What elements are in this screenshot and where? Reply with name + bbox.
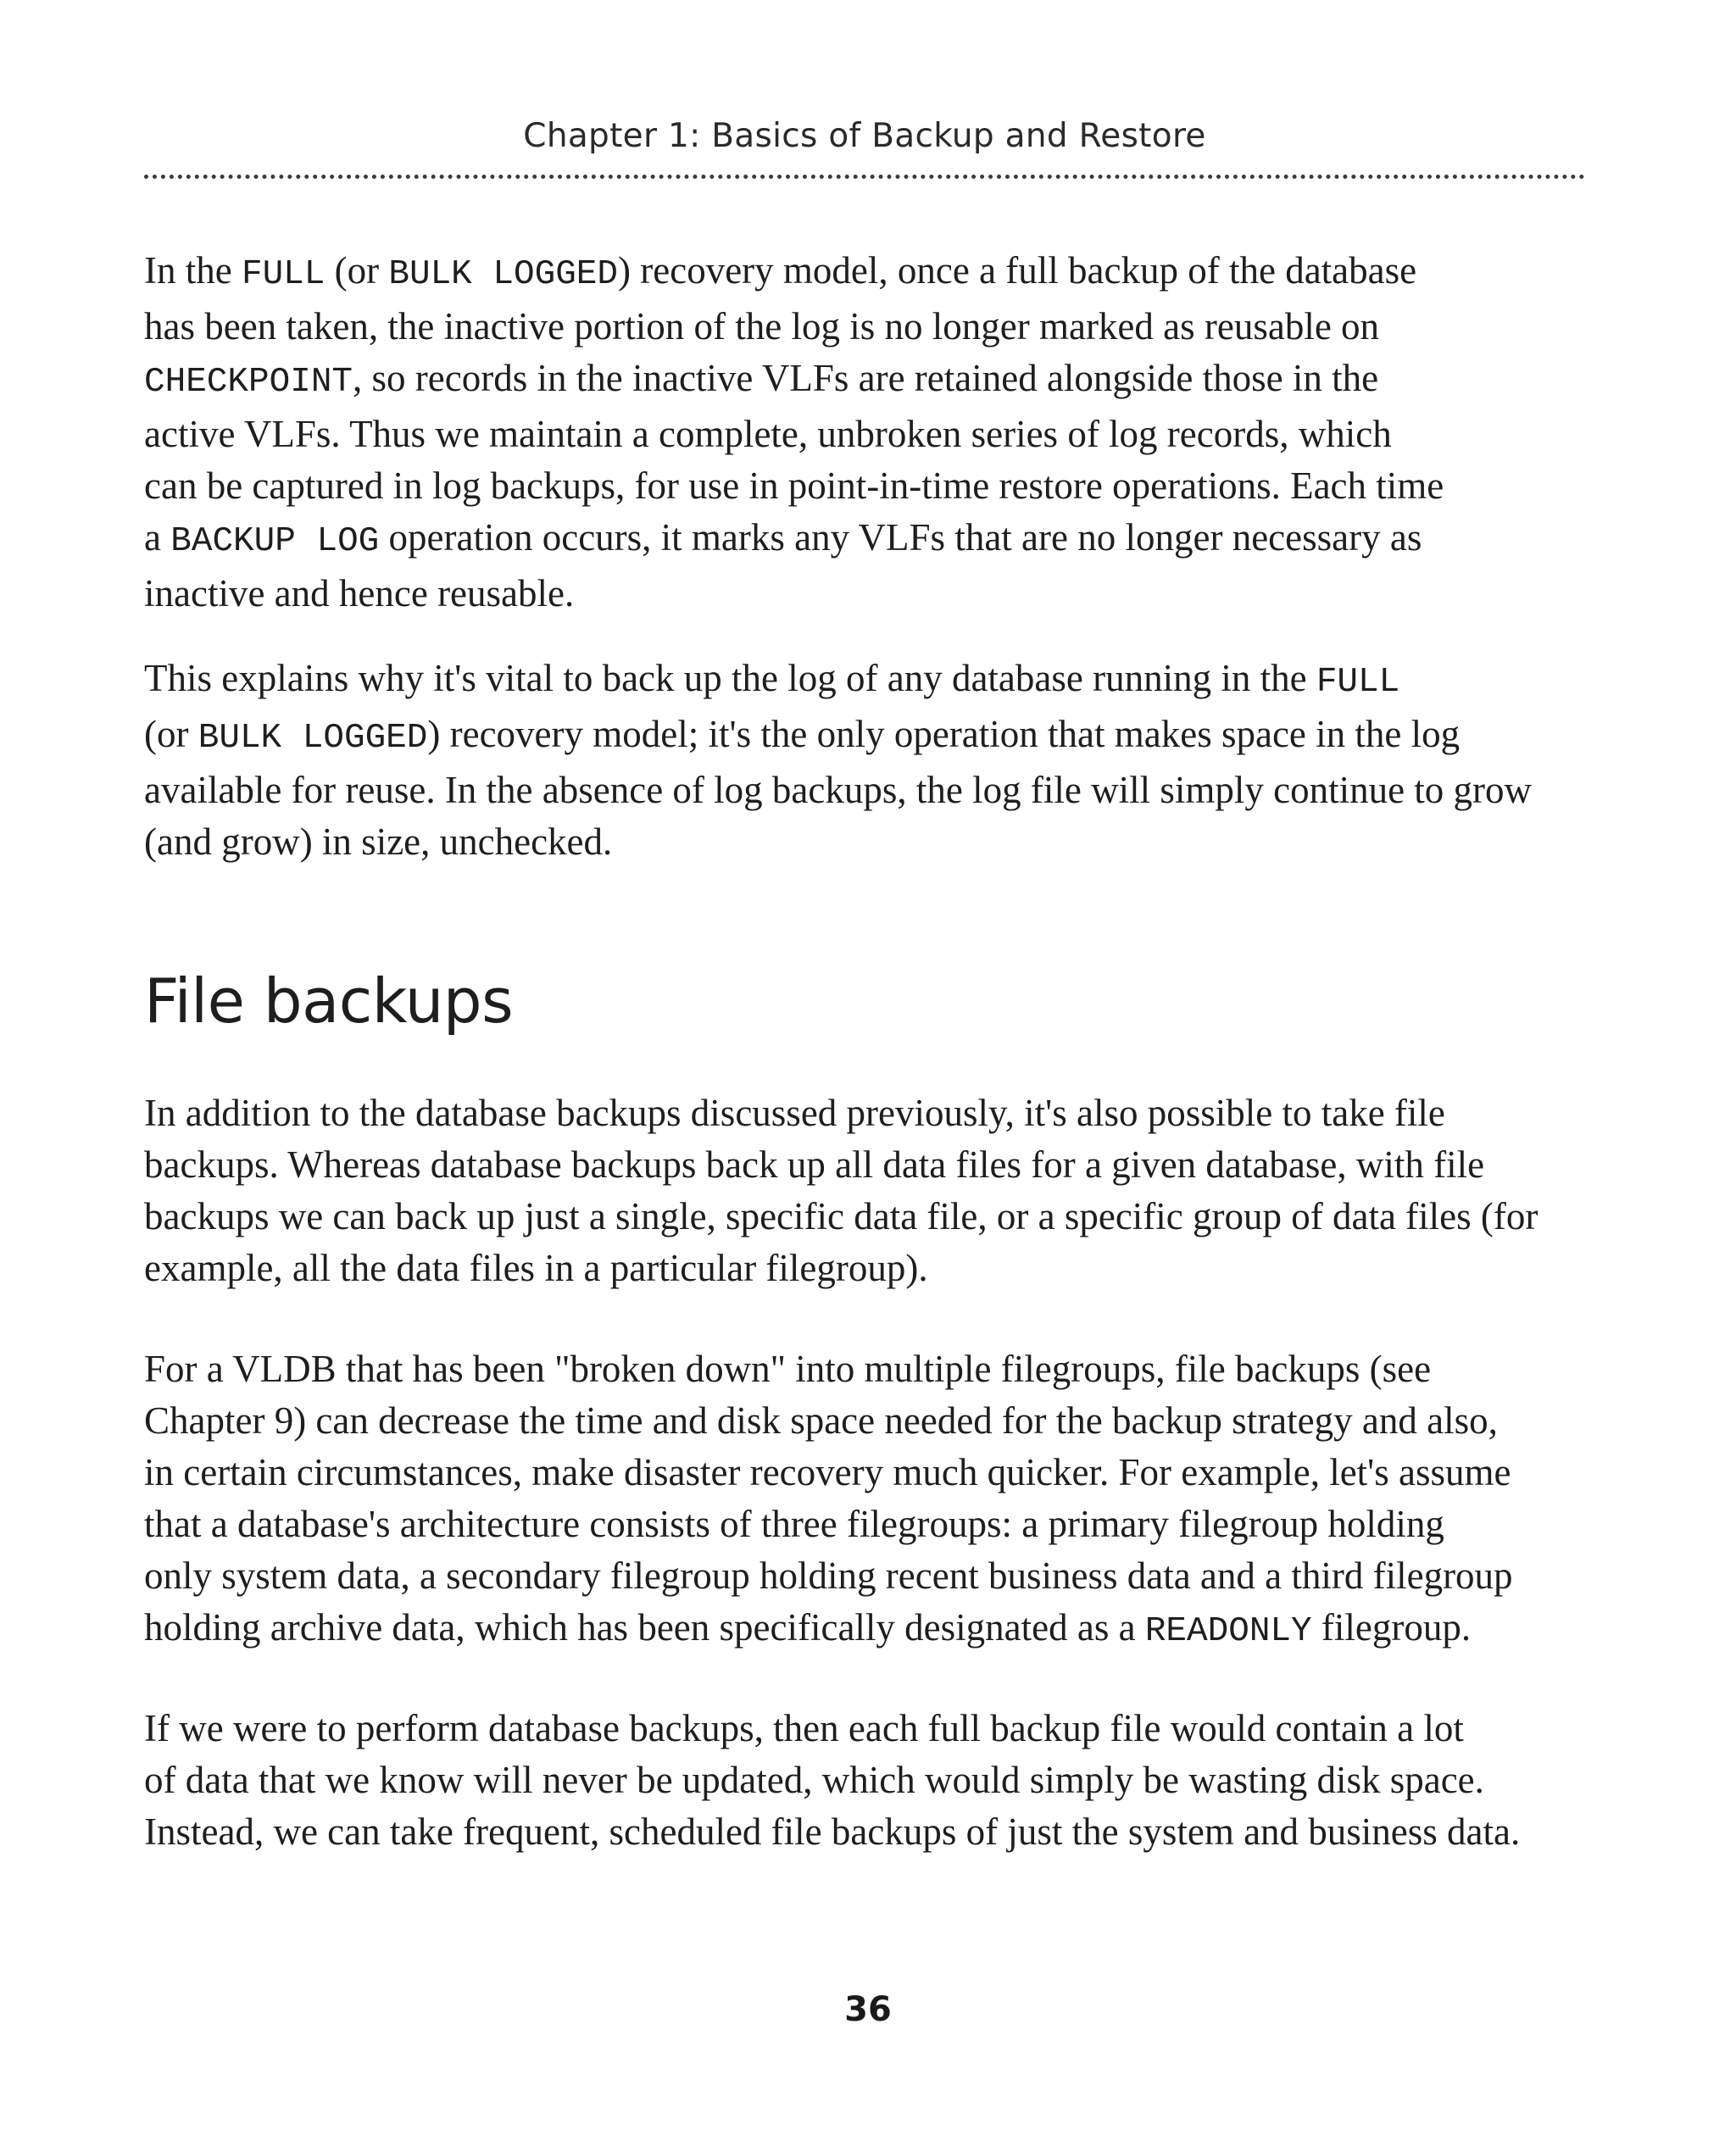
- text-line: (and grow) in size, unchecked.: [144, 820, 613, 863]
- text-line: inactive and hence reusable.: [144, 572, 575, 614]
- text-line: active VLFs. Thus we maintain a complete, unbroken series of log records, which: [144, 413, 1392, 455]
- text-line: This explains why it's vital to back up the log of any database running in the FULL: [144, 657, 1400, 702]
- code-backup-log: BACKUP LOG: [170, 522, 380, 561]
- text-line: has been taken, the inactive portion of the log is no longer marked as reusable on: [144, 305, 1380, 348]
- paragraph-recovery-model: [144, 245, 1602, 620]
- text-line: backups. Whereas database backups back up all data files for a given database, with file: [144, 1143, 1485, 1186]
- text-line: holding archive data, which has been specifically designated as a READONLY filegroup.: [144, 1606, 1472, 1651]
- header-divider: [144, 175, 1585, 179]
- code-checkpoint: CHECKPOINT: [144, 363, 353, 402]
- text-line: in certain circumstances, make disaster recovery much quicker. For example, let's assume: [144, 1451, 1511, 1493]
- text-line: Instead, we can take frequent, scheduled file backups of just the system and business data.: [144, 1810, 1521, 1853]
- paragraph-file-backups-intro: [144, 1087, 1602, 1294]
- text-line: backups we can back up just a single, specific data file, or a specific group of data files (for: [144, 1195, 1538, 1237]
- text-line: Chapter 9) can decrease the time and disk space needed for the backup strategy and also,: [144, 1399, 1498, 1442]
- text-line: only system data, a secondary filegroup holding recent business data and a third filegroup: [144, 1554, 1513, 1597]
- text-line: example, all the data files in a particular filegroup).: [144, 1247, 928, 1289]
- paragraph-file-backup-benefit: [144, 1703, 1602, 1858]
- text-line: CHECKPOINT, so records in the inactive VLFs are retained alongside those in the: [144, 357, 1379, 402]
- text-line: can be captured in log backups, for use in point-in-time restore operations. Each time: [144, 464, 1444, 507]
- text-line: that a database's architecture consists of three filegroups: a primary filegroup holding: [144, 1503, 1444, 1545]
- text-line: In the FULL (or BULK LOGGED) recovery model, once a full backup of the database: [144, 249, 1417, 294]
- text-line: (or BULK LOGGED) recovery model; it's the only operation that makes space in the log: [144, 713, 1461, 758]
- code-bulk-logged: BULK LOGGED: [198, 719, 428, 758]
- code-bulk-logged: BULK LOGGED: [388, 255, 619, 294]
- running-header: Chapter 1: Basics of Backup and Restore: [523, 117, 1206, 155]
- text-line: If we were to perform database backups, then each full backup file would contain a lot: [144, 1707, 1464, 1749]
- code-readonly: READONLY: [1144, 1612, 1312, 1651]
- paragraph-log-backup-importance: [144, 653, 1602, 868]
- text-line: a BACKUP LOG operation occurs, it marks any VLFs that are no longer necessary as: [144, 516, 1422, 561]
- paragraph-vldb-example: [144, 1343, 1602, 1658]
- text-line: For a VLDB that has been "broken down" into multiple filegroups, file backups (see: [144, 1348, 1432, 1390]
- text-line: available for reuse. In the absence of log backups, the log file will simply continue to grow: [144, 769, 1533, 811]
- code-full: FULL: [1316, 663, 1400, 702]
- text-line: In addition to the database backups discussed previously, it's also possible to take file: [144, 1092, 1445, 1134]
- page-number: 36: [844, 1990, 892, 2029]
- text-line: of data that we know will never be updated, which would simply be wasting disk space.: [144, 1759, 1484, 1801]
- code-full: FULL: [241, 255, 326, 294]
- section-heading: File backups: [144, 965, 514, 1037]
